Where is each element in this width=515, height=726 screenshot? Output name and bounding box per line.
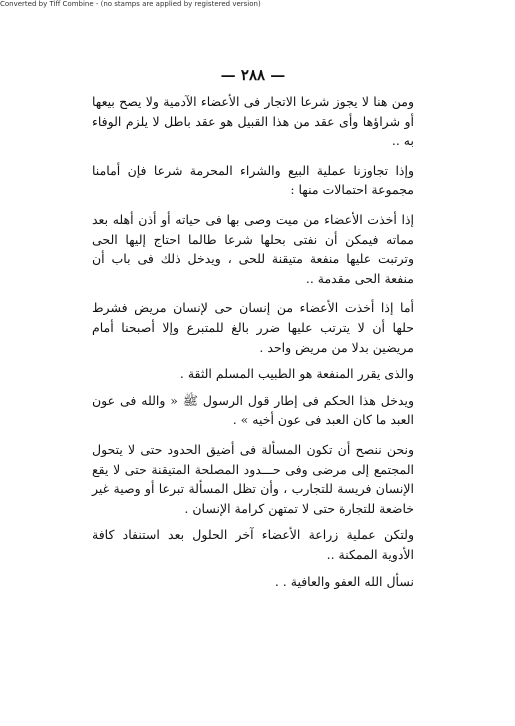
paragraph: ومن هنا لا يجوز شرعا الاتجار فى الأعضاء الآدمية ولا يصح بيعها أو شراؤها وأى عقد من هذا القبيل هو عقد باطل لا يلزم الوفاء به ..: [92, 94, 414, 149]
paragraph: ونحن ننصح أن تكون المسألة فى أضيق الحدود حتى لا يتحول المجتمع إلى مرضى وفى حـــدود المصلحة المتيقنة حتى لا يقع الإنسان فريسة للتجارب ، وأن تظل المسألة تبرعا أو وصية غير خاضعة للتجارة حتى لا تمتهن كرامة الإنسان .: [92, 441, 414, 516]
converter-banner: Converted by Tiff Combine - (no stamps are applied by registered version): [0, 0, 261, 8]
document-page: [92, 66, 414, 599]
paragraph: وإذا تجاوزنا عملية البيع والشراء المحرمة شرعا فإن أمامنا مجموعة احتمالات منها :: [92, 162, 414, 198]
closing-line: نسأل الله العفو والعافية . .: [274, 574, 414, 590]
page-number: — ٢٨٨ —: [220, 66, 286, 84]
paragraph: إذا أخذت الأعضاء من ميت وصى بها فى حياته أو أذن أهله بعد مماته فيمكن أن نفتى بحلها شرعا طالما احتاج إليها الحى وترتبت عليها منفعة متيقنة للحى ، ويدخل ذلك فى باب أن منفعة الحى مقدمة ..: [92, 211, 414, 286]
paragraph: ولتكن عملية زراعة الأعضاء آخر الحلول بعد استنفاد كافة الأدوية الممكنة ..: [92, 527, 414, 562]
paragraph: ويدخل هذا الحكم فى إطار قول الرسول ﷺ « والله فى عون العبد ما كان العبد فى عون أخيه » .: [92, 392, 414, 428]
paragraph: والذى يقرر المنفعة هو الطبيب المسلم الثقة .: [179, 366, 414, 382]
paragraph: أما إذا أخذت الأعضاء من إنسان حى لإنسان مريض فشرط حلها أن لا يترتب عليها ضرر بالغ للمتبرع وإلا أصبحنا أمام مريضين بدلا من مريض واحد .: [92, 300, 414, 355]
